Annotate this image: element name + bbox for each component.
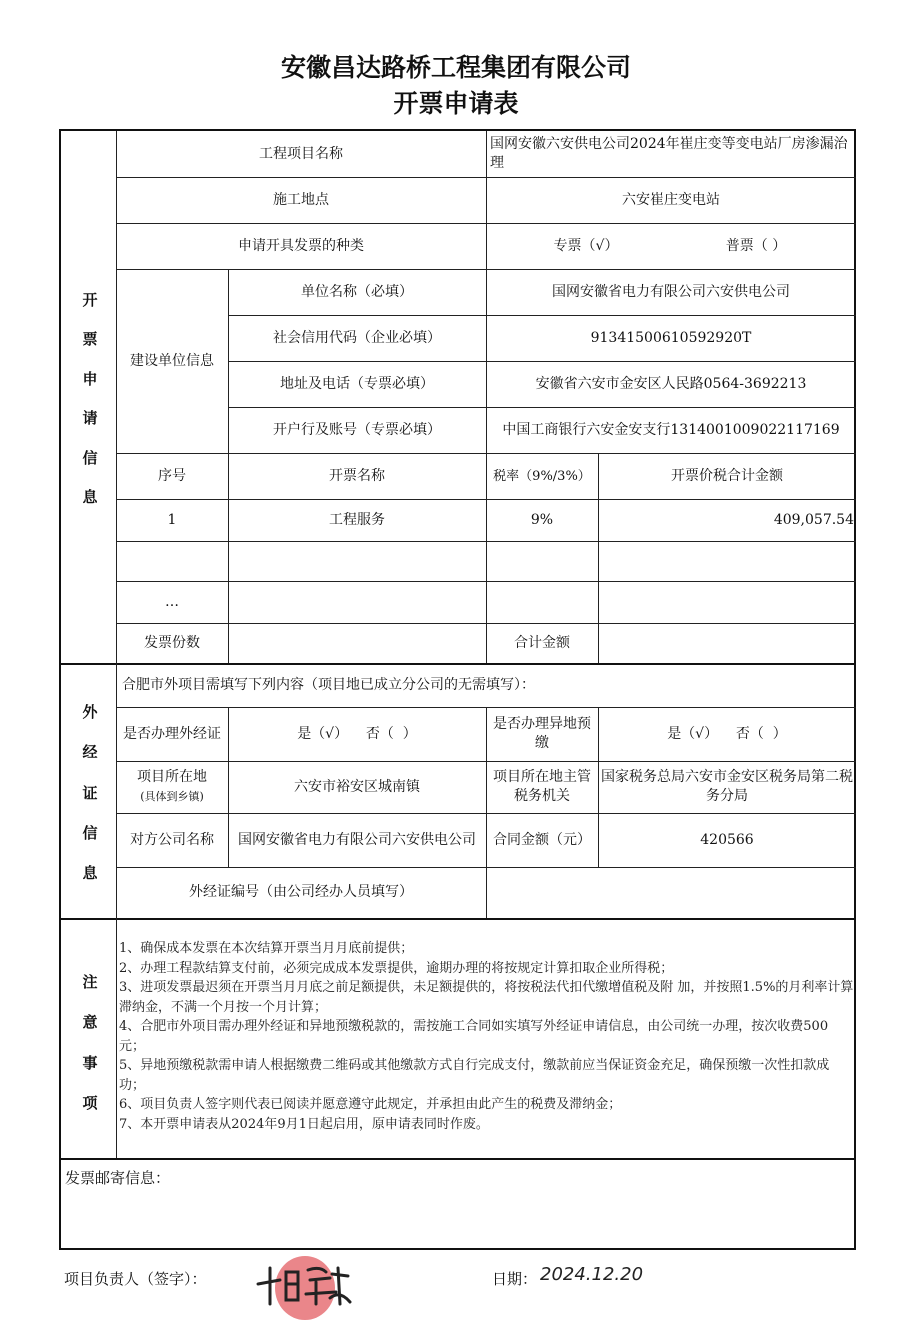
builder-value: 中国工商银行六安金安支行1314001009022117169 [502,421,840,438]
column-header: 序号 [158,467,186,484]
builder-value: 国网安徽省电力有限公司六安供电公司 [552,283,790,300]
table-cell: 409,057.54 [773,511,854,528]
section-label-char: 事 [82,1053,98,1072]
builder-label: 社会信用代码（企业必填） [273,329,441,346]
column-header: 税率（9%/3%） [493,468,591,484]
mailing-info-label: 发票邮寄信息： [65,1169,171,1187]
site-label-cell [116,761,228,813]
contract-amount-value: 420566 [700,831,754,848]
total-amount-label: 合计金额 [514,634,570,651]
contract-amount-label: 合同金额（元） [493,831,591,848]
cert-number-label: 外经证编号（由公司经办人员填写） [189,884,413,900]
table-cell: 1 [167,511,177,528]
section-label-invoice-info [65,289,115,507]
notes-list [119,939,854,1134]
cert-value: 是（√） 否（ ） [297,725,417,742]
form-title: 开票申请表 [393,89,519,118]
builder-value: 安徽省六安市金安区人民路0564-3692213 [535,375,807,392]
note-item: 1、确保成本发票在本次结算开票当月月底前提供； [119,941,414,956]
table-cell: 工程服务 [329,511,385,528]
note-item: 2、办理工程款结算支付前，必须完成成本发票提供，逾期办理的将按规定计算扣取企业所得税； [119,960,674,976]
prepay-label: 是否办理异地预缴 [493,716,591,751]
section-label-char: 意 [82,1013,98,1032]
note-item: 3、进项发票最迟须在开票当月月底之前足额提供，未足额提供的，将按税法代扣代缴增值税及附 加，并按照1.5%的月利率计算滞纳金，不满一个月按一个月计算； [119,980,854,1015]
section-label-char: 注 [82,973,98,991]
location-label: 施工地点 [273,191,329,208]
red-seal [275,1256,335,1320]
project-name-value: 国网安徽六安供电公司2024年崔庄变等变电站厂房渗漏治理 [490,136,848,171]
section-label-char: 经 [82,743,98,762]
note-item: 7、本开票申请表从2024年9月1日起启用，原申请表同时作废。 [119,1116,489,1132]
column-header: 开票价税合计金额 [671,467,783,484]
builder-label: 开户行及账号（专票必填） [273,421,441,438]
location-value: 六安崔庄变电站 [622,191,720,208]
project-name-label: 工程项目名称 [259,145,343,162]
builder-info-label: 建设单位信息 [130,352,214,369]
section-label-char: 外 [82,703,98,721]
counterparty-label: 对方公司名称 [130,831,214,848]
section-label-char: 信 [82,823,98,842]
site-label: 项目所在地 [137,769,207,785]
note-item: 5、异地预缴税款需申请人根据缴费二维码或其他缴款方式自行完成支付，缴款前应当保证资金充足，确保预缴一次性扣款成功； [119,1058,830,1093]
section-label-char: 项 [82,1093,98,1112]
site-sublabel: (具体到乡镇) [140,790,204,803]
table-cell: 9% [530,511,554,528]
site-value: 六安市裕安区城南镇 [294,778,420,795]
section-label-char: 证 [82,783,98,802]
section-label-outbound-cert [65,701,115,883]
cert-label: 是否办理外经证 [123,725,221,742]
section-label-char: 请 [82,409,98,428]
note-item: 6、项目负责人签字则代表已阅读并愿意遵守此规定，并承担由此产生的税费及滞纳金； [119,1097,622,1112]
prepay-value: 是（√） 否（ ） [667,725,787,742]
column-header: 开票名称 [329,467,385,484]
section-label-char: 申 [82,369,98,388]
date-value: 2024.12.20 [540,1264,644,1285]
section-label-char: 票 [82,330,98,349]
section-label-char: 息 [82,487,98,506]
invoice-application-form [59,129,856,1250]
note-item: 4、合肥市外项目需办理外经证和异地预缴税款的，需按施工合同如实填写外经证申请信息，由公司统一办理，按次收费500元； [119,1019,829,1054]
section-label-notes [65,971,115,1113]
section-label-char: 开 [82,291,98,309]
company-name: 安徽昌达路桥工程集团有限公司 [280,53,631,82]
date-label: 日期： [492,1270,538,1288]
section-label-char: 信 [82,448,98,467]
tax-office-label: 项目所在地主管税务机关 [493,769,591,804]
builder-value: 91341500610592920T [590,329,752,346]
outbound-intro: 合肥市外项目需填写下列内容（项目地已成立分公司的无需填写）： [122,676,535,693]
signature-with-seal [250,1254,360,1324]
invoice-count-label: 发票份数 [144,634,200,651]
builder-label: 单位名称（必填） [301,283,413,300]
general-invoice-option: 普票（ ） [725,237,787,254]
table-cell: … [165,593,179,610]
special-invoice-option: 专票（√） [553,237,619,254]
signer-label: 项目负责人（签字）： [64,1270,207,1288]
counterparty-value: 国网安徽省电力有限公司六安供电公司 [238,831,476,848]
invoice-type-label: 申请开具发票的种类 [238,237,364,254]
tax-office-value: 国家税务总局六安市金安区税务局第二税务分局 [601,769,853,804]
builder-label: 地址及电话（专票必填） [280,375,434,392]
section-label-char: 息 [82,864,98,882]
